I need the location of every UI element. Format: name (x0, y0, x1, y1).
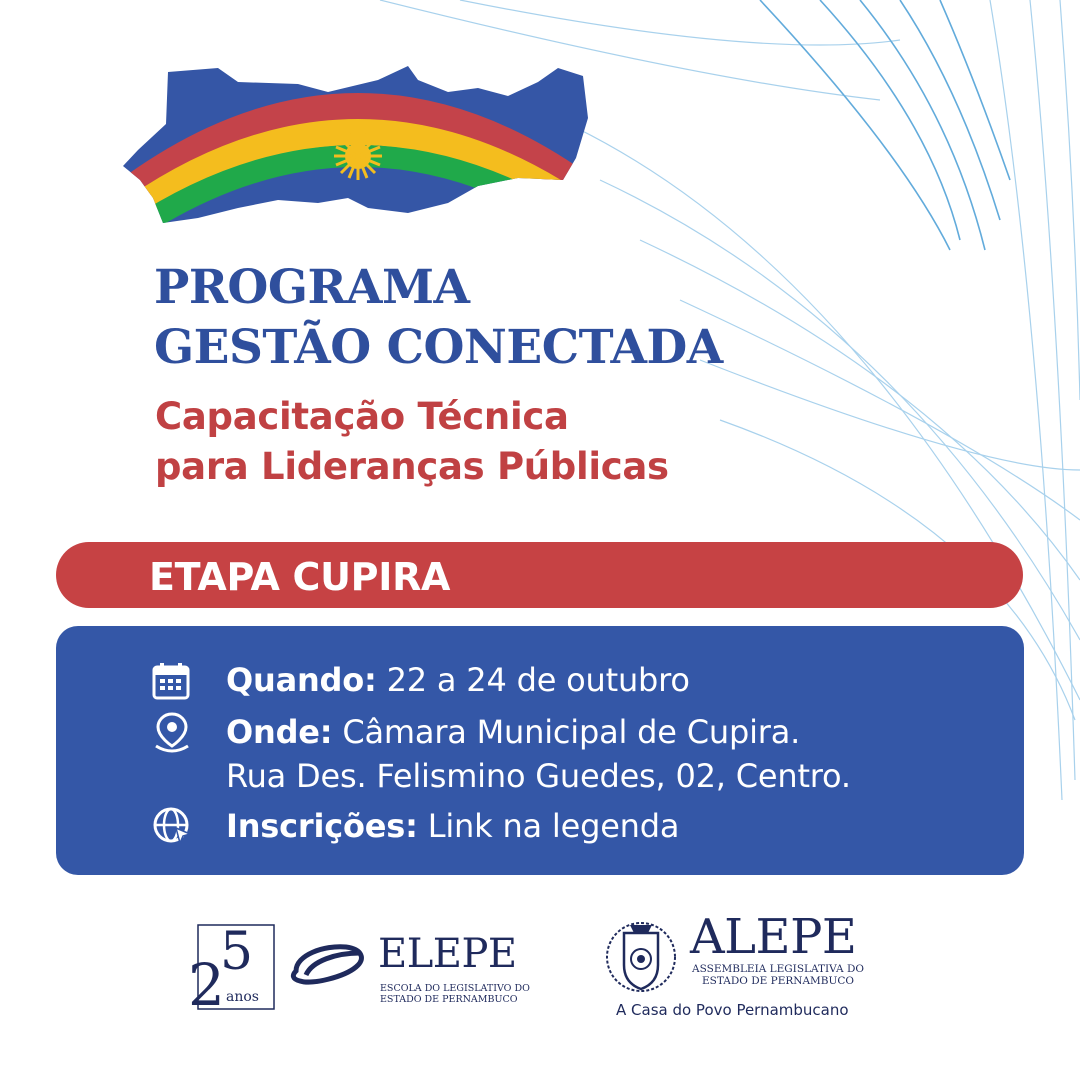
elepe-sub-line-2: ESTADO DE PERNAMBUCO (380, 994, 518, 1005)
when-value: 22 a 24 de outubro (376, 661, 690, 699)
program-title (154, 258, 723, 378)
where-label: Onde: (226, 713, 333, 751)
svg-text:2: 2 (188, 951, 225, 1011)
footer-logos (0, 905, 1080, 1080)
sun-icon (334, 132, 382, 180)
alepe-name: ALEPE (690, 909, 857, 965)
signup-value: Link na legenda (417, 807, 680, 845)
pernambuco-flag-map (118, 58, 598, 228)
svg-text:5: 5 (220, 922, 254, 982)
alepe-seal-logo (604, 915, 678, 999)
alepe-sub-line-1: ASSEMBLEIA LEGISLATIVA DO (692, 963, 864, 975)
signup-label: Inscrições: (226, 807, 418, 845)
elepe-sub-line-1: ESCOLA DO LEGISLATIVO DO (380, 983, 530, 994)
subtitle-line-1: Capacitação Técnica (155, 395, 569, 438)
svg-text:anos: anos (226, 989, 259, 1005)
title-line-2: GESTÃO CONECTADA (154, 320, 723, 375)
alepe-subtitle (690, 963, 866, 987)
when-text (226, 658, 690, 702)
stage-label: ETAPA CUPIRA (149, 555, 451, 599)
program-subtitle (155, 392, 669, 492)
elepe-subtitle (380, 983, 530, 1005)
subtitle-line-2: para Lideranças Públicas (155, 445, 669, 488)
event-info-card (56, 626, 1024, 875)
where-address: Rua Des. Felismino Guedes, 02, Centro. (226, 757, 851, 795)
elepe-name: ELEPE (378, 931, 517, 977)
alepe-sub-line-2: ESTADO DE PERNAMBUCO (701, 975, 855, 987)
stage-banner (56, 542, 1023, 608)
elepe-25-years-logo (186, 919, 278, 1011)
title-line-1: PROGRAMA (154, 260, 470, 315)
globe-cursor-icon (152, 806, 194, 859)
where-text (226, 710, 800, 754)
location-pin-icon (152, 712, 192, 765)
elepe-swoosh-logo (290, 939, 370, 989)
where-value: Câmara Municipal de Cupira. (332, 713, 801, 751)
when-label: Quando: (226, 661, 377, 699)
calendar-icon (152, 662, 190, 711)
alepe-tagline: A Casa do Povo Pernambucano (616, 1001, 849, 1019)
signup-text (226, 804, 679, 848)
